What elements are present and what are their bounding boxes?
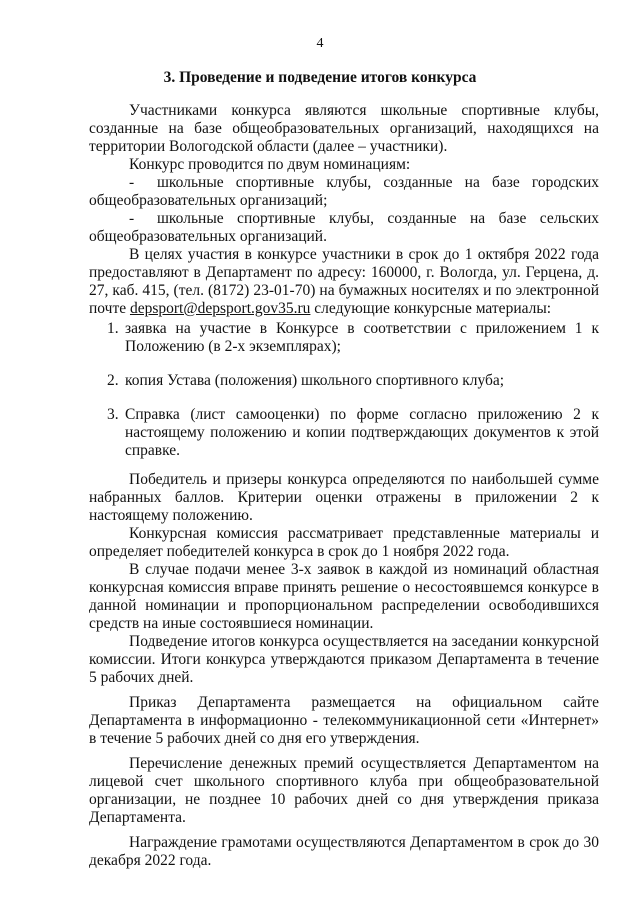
item-number: 2. bbox=[107, 372, 119, 389]
paragraph-submission bbox=[89, 246, 599, 318]
materials-list bbox=[89, 320, 599, 460]
paragraph-nominations-intro: Конкурс проводится по двум номинациям: bbox=[129, 156, 411, 173]
paragraph-commission: Конкурсная комиссия рассматривает представленные материалы и определяет победителей конкурса в срок до 1 ноября 2022 года. bbox=[89, 525, 599, 560]
page-number: 4 bbox=[316, 36, 324, 51]
paragraph-certificates: Награждение грамотами осуществляются Департаментом в срок до 30 декабря 2022 года. bbox=[89, 834, 599, 869]
materials-item bbox=[89, 320, 599, 356]
paragraph-results: Подведение итогов конкурса осуществляется на заседании конкурсной комиссии. Итоги конкурса утверждаются приказом Департамента в течение 5 рабочих дней. bbox=[89, 633, 599, 686]
materials-item bbox=[89, 406, 599, 460]
submission-text: В целях участия в конкурсе участники в срок до 1 октября 2022 года предоставляют в Департамент по адресу: 160000, г. Вологда, ул. Герцена, д. 27, каб. 415, (тел. (8172) 23-01-70) на бумажных носителях и по электронной почте bbox=[89, 246, 599, 317]
nomination-item bbox=[89, 210, 599, 246]
paragraph-participants: Участниками конкурса являются школьные спортивные клубы, созданные на базе общеобразовательных организаций, находящихся на территории Вологодской области (далее – участники). bbox=[89, 102, 599, 155]
paragraph-order-publication: Приказ Департамента размещается на официальном сайте Департамента в информационно - телекоммуникационной сети «Интернет» в течение 5 рабочих дней со дня его утверждения. bbox=[89, 694, 599, 747]
dash-marker: - bbox=[129, 210, 135, 227]
submission-text-end: следующие конкурсные материалы: bbox=[310, 300, 552, 317]
item-text: Справка (лист самооценки) по форме согласно приложению 2 к настоящему положению и копии подтверждающих документов к этой справке. bbox=[125, 406, 599, 459]
item-text: копия Устава (положения) школьного спортивного клуба; bbox=[125, 372, 505, 389]
nomination-text: школьные спортивные клубы, созданные на базе городских общеобразовательных организаций; bbox=[89, 174, 599, 209]
section-body bbox=[89, 102, 599, 870]
email-link[interactable]: depsport@depsport.gov35.ru bbox=[129, 300, 311, 317]
paragraph-insufficient-applications: В случае подачи менее 3-х заявок в каждой из номинаций областная конкурсная комиссия вправе принять решение о несостоявшемся конкурсе в данной номинации и пропорциональном распределении освободившихся средств на иные состоявшиеся номинации. bbox=[89, 561, 599, 632]
section-heading: 3. Проведение и подведение итогов конкурса bbox=[163, 69, 477, 86]
nomination-item bbox=[89, 174, 599, 210]
paragraph-winners: Победитель и призеры конкурса определяются по наибольшей сумме набранных баллов. Критерии оценки отражены в приложении 2 к настоящему положению. bbox=[89, 471, 599, 524]
paragraph-prize-transfer: Перечисление денежных премий осуществляется Департаментом на лицевой счет школьного спортивного клуба при общеобразовательной организации, не позднее 10 рабочих дней со дня утверждения приказа Департамента. bbox=[89, 755, 599, 826]
nomination-text: школьные спортивные клубы, созданные на базе сельских общеобразовательных организаций. bbox=[89, 210, 599, 245]
materials-item bbox=[89, 372, 599, 390]
item-text: заявка на участие в Конкурсе в соответствии с приложением 1 к Положению (в 2-х экземплярах); bbox=[125, 320, 599, 355]
item-number: 1. bbox=[107, 320, 119, 337]
item-number: 3. bbox=[107, 406, 119, 423]
dash-marker: - bbox=[129, 174, 135, 191]
